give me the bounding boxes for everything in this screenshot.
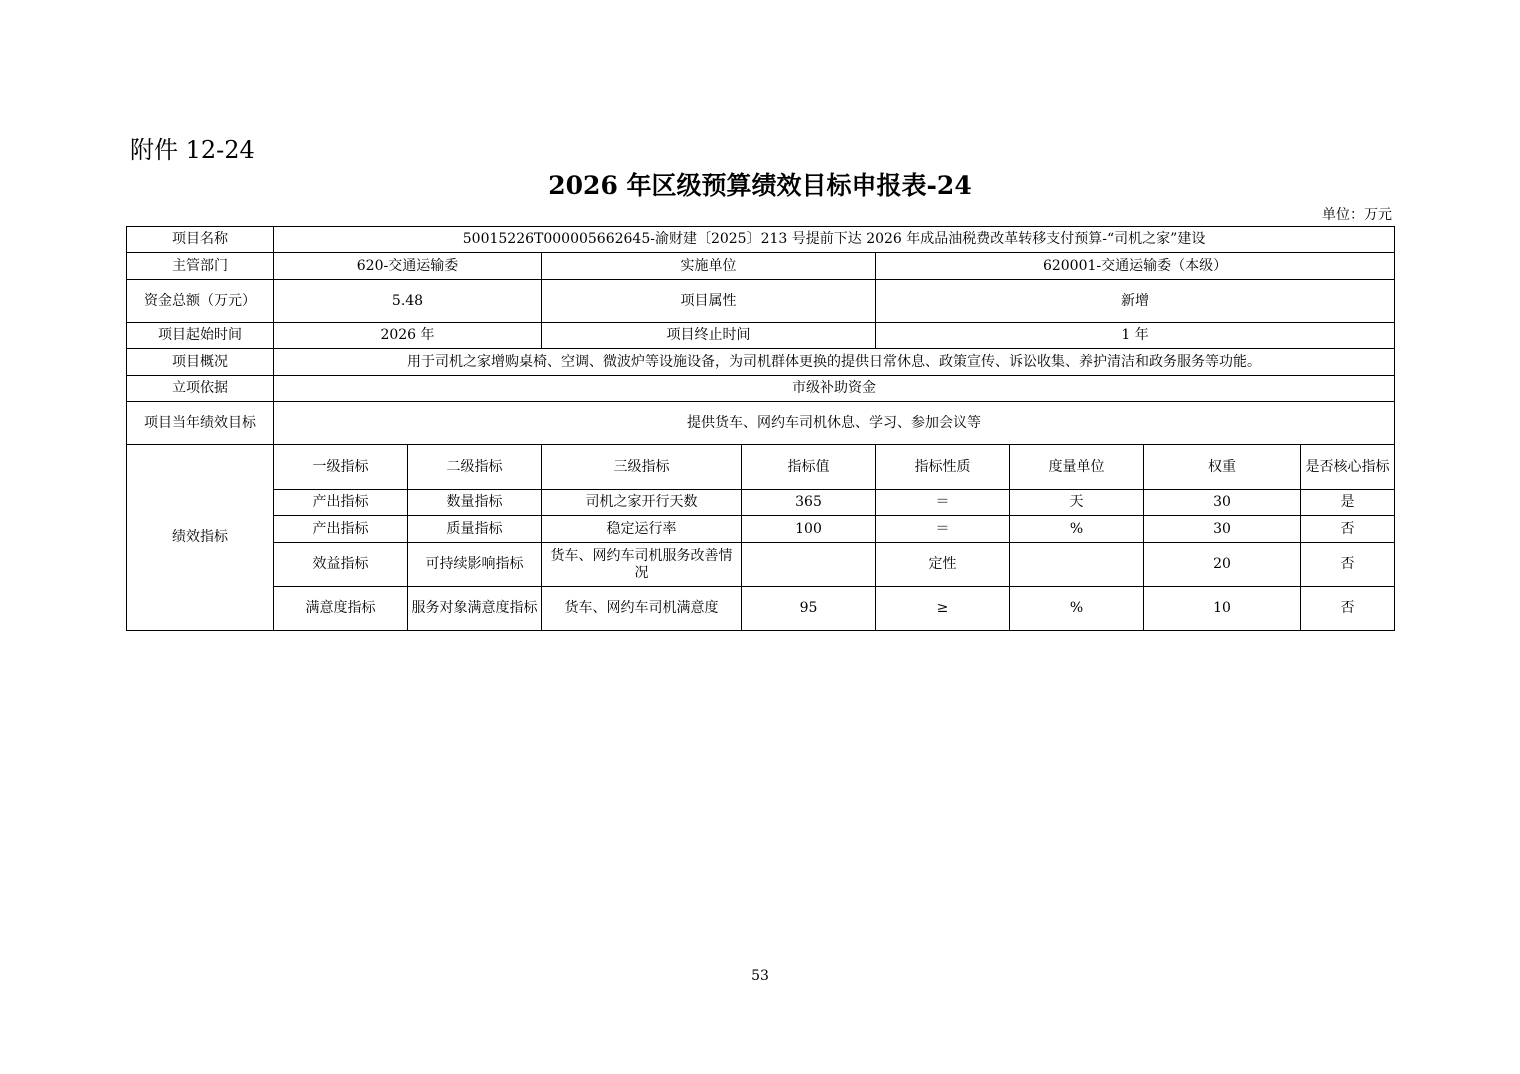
- cell-weight: 10: [1144, 587, 1301, 631]
- header-level2: 二级指标: [408, 445, 542, 490]
- row-project-name: [127, 227, 1395, 253]
- cell-level3: 货车、网约车司机满意度: [542, 587, 742, 631]
- indicator-header-row: [127, 445, 1395, 490]
- header-core: 是否核心指标: [1301, 445, 1395, 490]
- row-department: [127, 253, 1395, 280]
- cell-level3: 稳定运行率: [542, 516, 742, 543]
- impl-label: 实施单位: [542, 253, 876, 280]
- indicator-row: [127, 543, 1395, 587]
- cell-nature: 定性: [876, 543, 1010, 587]
- start-value: 2026 年: [274, 323, 542, 349]
- overview-label: 项目概况: [127, 349, 274, 376]
- dept-value: 620-交通运输委: [274, 253, 542, 280]
- cell-weight: 30: [1144, 516, 1301, 543]
- cell-unit: %: [1010, 587, 1144, 631]
- cell-level2: 服务对象满意度指标: [408, 587, 542, 631]
- row-goal: [127, 402, 1395, 445]
- project-name-value: 50015226T000005662645-渝财建〔2025〕213 号提前下达 2026 年成品油税费改革转移支付预算-“司机之家”建设: [274, 227, 1395, 253]
- header-weight: 权重: [1144, 445, 1301, 490]
- dept-label: 主管部门: [127, 253, 274, 280]
- fund-value: 5.48: [274, 280, 542, 323]
- cell-nature: ≥: [876, 587, 1010, 631]
- start-label: 项目起始时间: [127, 323, 274, 349]
- cell-unit: %: [1010, 516, 1144, 543]
- goal-value: 提供货车、网约车司机休息、学习、参加会议等: [274, 402, 1395, 445]
- unit-label: 单位：万元: [1322, 207, 1392, 223]
- indicator-row: [127, 587, 1395, 631]
- cell-unit: 天: [1010, 490, 1144, 516]
- basis-value: 市级补助资金: [274, 376, 1395, 402]
- indicator-row: [127, 516, 1395, 543]
- cell-weight: 30: [1144, 490, 1301, 516]
- goal-label: 项目当年绩效目标: [127, 402, 274, 445]
- cell-level3: 司机之家开行天数: [542, 490, 742, 516]
- cell-level1: 效益指标: [274, 543, 408, 587]
- cell-value: 365: [742, 490, 876, 516]
- indicator-section-label: 绩效指标: [127, 445, 274, 631]
- cell-core: 否: [1301, 587, 1395, 631]
- cell-level1: 产出指标: [274, 490, 408, 516]
- cell-weight: 20: [1144, 543, 1301, 587]
- cell-level1: 满意度指标: [274, 587, 408, 631]
- header-unit: 度量单位: [1010, 445, 1144, 490]
- cell-unit: [1010, 543, 1144, 587]
- cell-nature: ＝: [876, 490, 1010, 516]
- cell-value: 95: [742, 587, 876, 631]
- attr-label: 项目属性: [542, 280, 876, 323]
- attr-value: 新增: [876, 280, 1395, 323]
- attachment-label: 附件 12-24: [130, 136, 255, 164]
- end-label: 项目终止时间: [542, 323, 876, 349]
- cell-value: [742, 543, 876, 587]
- page-number: 53: [751, 968, 769, 984]
- impl-value: 620001-交通运输委（本级）: [876, 253, 1395, 280]
- header-level1: 一级指标: [274, 445, 408, 490]
- cell-level1: 产出指标: [274, 516, 408, 543]
- cell-value: 100: [742, 516, 876, 543]
- cell-nature: ＝: [876, 516, 1010, 543]
- header-level3: 三级指标: [542, 445, 742, 490]
- cell-level2: 质量指标: [408, 516, 542, 543]
- cell-core: 否: [1301, 516, 1395, 543]
- header-nature: 指标性质: [876, 445, 1010, 490]
- page-title: 2026 年区级预算绩效目标申报表-24: [548, 171, 972, 200]
- overview-value: 用于司机之家增购桌椅、空调、微波炉等设施设备，为司机群体更换的提供日常休息、政策宣传、诉讼收集、养护清洁和政务服务等功能。: [274, 349, 1395, 376]
- header-value: 指标值: [742, 445, 876, 490]
- cell-level3: 货车、网约车司机服务改善情况: [542, 543, 742, 587]
- row-basis: [127, 376, 1395, 402]
- cell-level2: 数量指标: [408, 490, 542, 516]
- basis-label: 立项依据: [127, 376, 274, 402]
- cell-core: 是: [1301, 490, 1395, 516]
- row-overview: [127, 349, 1395, 376]
- cell-level2: 可持续影响指标: [408, 543, 542, 587]
- cell-core: 否: [1301, 543, 1395, 587]
- fund-label: 资金总额（万元）: [127, 280, 274, 323]
- row-fund: [127, 280, 1395, 323]
- row-time: [127, 323, 1395, 349]
- project-name-label: 项目名称: [127, 227, 274, 253]
- indicator-row: [127, 490, 1395, 516]
- budget-performance-table: [126, 226, 1395, 631]
- end-value: 1 年: [876, 323, 1395, 349]
